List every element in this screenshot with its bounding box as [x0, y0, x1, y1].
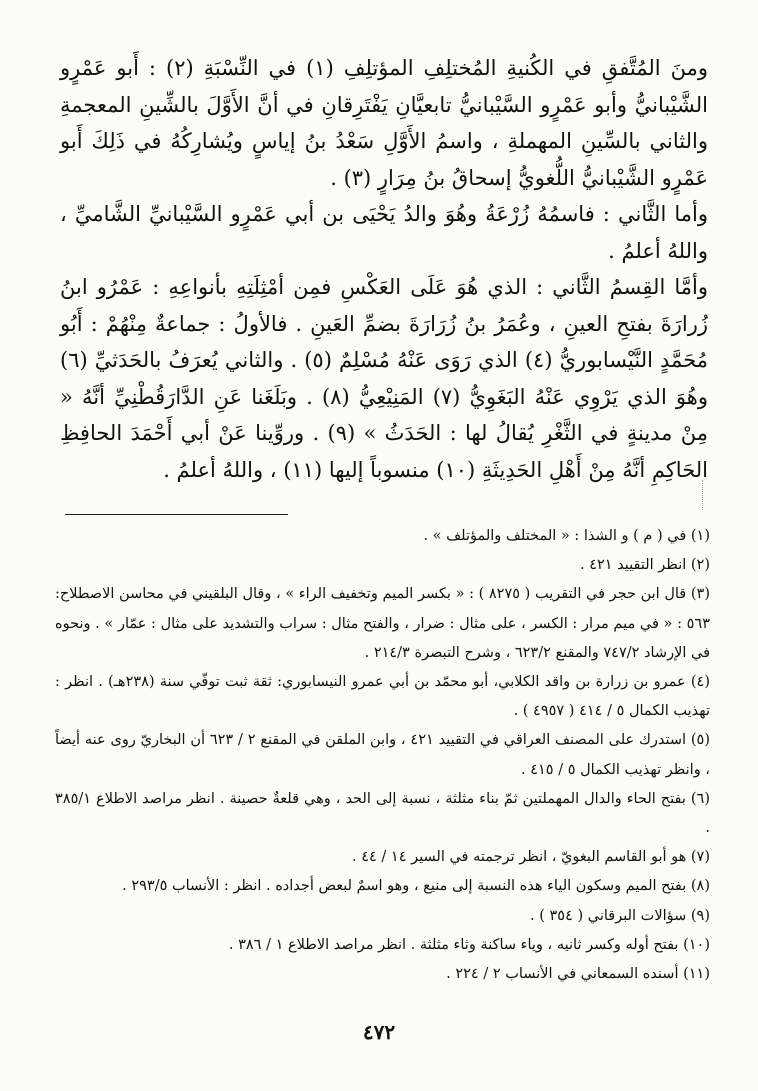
page-number: ٤٧٢	[362, 1020, 396, 1044]
footnote: (٣) قال ابن حجر في التقريب ( ٨٢٧٥ ) : « بكسر الميم وتخفيف الراء » ، وقال البلقيني في محاسن الاصطلاح: ٥٦٣ : « في ميم مرار : الكسر ، على مثال : ضرار ، والفتح مثال : سراب والتشديد على مثال : عمّار » . ونحوه في الإرشاد ٧٤٧/٢ والمقنع ٦٢٣/٢ ، وشرح التبصرة ٢١٤/٣ .	[55, 586, 710, 661]
main-text	[60, 50, 708, 488]
footnote: (٤) عمرو بن زرارة بن واقد الكلابي، أبو محمّد بن أبي عمرو النيسابوري: ثقة ثبت توفّي سنة (٢٣٨هـ) . انظر : تهذيب الكمال ٥ / ٤١٤ ( ٤٩٥٧ ) .	[55, 674, 710, 720]
footnote: (٦) بفتح الحاء والدال المهملتين ثمّ بناء مثلثة ، نسبة إلى الحد ، وهي قلعةٌ حصينة . انظر مراصد الاطلاع ٣٨٥/١ .	[55, 790, 710, 837]
footnote: (٧) هو أبو القاسم البغويّ ، انظر ترجمته في السير ١٤ / ٤٤ .	[352, 849, 710, 866]
body-paragraph: وأما الثَّاني : فاسمُهُ زُرْعَةُ وهُوَ والدُ يَحْيَى بن أبي عَمْرٍو السَّيْبانيِّ الشَّاميِّ ، واللهُ أعلمُ .	[60, 202, 708, 263]
footnote: (٨) بفتح الميم وسكون الياء هذه النسبة إلى منيع ، وهو اسمٌ لبعض أجداده . انظر : الأنساب ٢٩٣/٥ .	[122, 878, 710, 895]
footnote: (٥) استدرك على المصنف العراقي في التقييد ٤٢١ ، وابن الملقن في المقنع ٢ / ٦٢٣ أن البخاريّ روى عنه أيضاً ، وانظر تهذيب الكمال ٥ / ٤١٥ .	[55, 732, 711, 778]
margin-dots	[702, 480, 707, 510]
footnote: (١١) أسنده السمعاني في الأنساب ٢ / ٢٢٤ .	[446, 966, 710, 983]
body-paragraph: ومنَ المُتَّفقِ في الكُنيةِ المُختلِفِ المؤتلِفِ (١) في النِّسْبَةِ (٢) : أَبو عَمْرٍو الشَّيْبانيُّ وأبو عَمْرٍو السَّيْبانيُّ تابعيَّانِ يَفْتَرِقانِ في أنَّ الأَوَّلَ بالشِّينِ المعجمةِ والثاني بالسِّينِ المهملةِ ، واسمُ الأَوَّلِ سَعْدُ بنُ إياسٍ ويُشارِكُهُ في ذَلِكَ أَبو عَمْرٍو الشَّيْبانيُّ اللُّغويُّ إسحاقُ بنُ مِرَارٍ (٣) .	[60, 56, 708, 190]
body-paragraph: وأمَّا القِسمُ الثَّاني : الذي هُوَ عَلَى العَكْسِ فمِن أمْثِلَتِهِ بأنواعِهِ : عَمْرُو ابنُ زُرارَةَ بفتحِ العينِ ، وعُمَرُ بنُ زُرَارَةَ بضمِّ العَينِ . فالأولُ : جماعةٌ مِنْهُمْ : أَبُو مُحَمَّدٍ النَّيْسابوريُّ (٤) الذي رَوَى عَنْهُ مُسْلِمٌ (٥) . والثاني يُعرَفُ بالحَدَثيِّ (٦) وهُوَ الذي يَرْوِي عَنْهُ البَغَوِيُّ (٧) المَنِيْعِيُّ (٨) . وبَلَغَنا عَنِ الدَّارَقُطْنِيِّ أنَّهُ « مِنْ مدينةٍ في الثَّغْرِ يُقالُ لها : الحَدَثُ » (٩) . وروِّينا عَنْ أبي أَحْمَدَ الحافِظِ الحَاكِمِ أنَّهُ مِنْ أَهْلِ الحَدِيثَةِ (١٠) منسوباً إليها (١١) ، واللهُ أعلمُ .	[60, 275, 709, 482]
footnotes	[55, 522, 710, 989]
footnote: (٢) انظر التقييد ٤٢١ .	[579, 557, 710, 574]
footnote-divider	[65, 514, 288, 515]
footnote: (١) في ( م ) و الشذا : « المختلف والمؤتلف » .	[423, 528, 710, 544]
footnote: (٩) سؤالات البرقاني ( ٣٥٤ ) .	[530, 907, 710, 924]
footnote: (١٠) بفتح أوله وكسر ثانيه ، وياء ساكنة وثاء مثلثة . انظر مراصد الاطلاع ١ / ٣٨٦ .	[228, 936, 710, 953]
